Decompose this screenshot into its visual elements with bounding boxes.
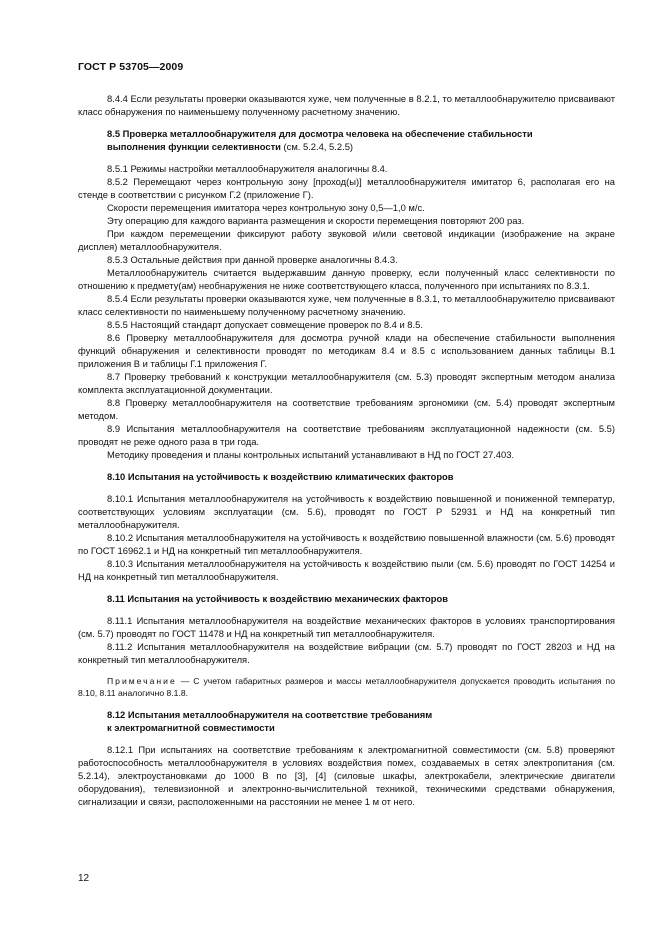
paragraph-8-4-4: 8.4.4 Если результаты проверки оказываются хуже, чем полученные в 8.2.1, то металлообнаружителю присваивают класс обнаружения по наименьшему полученному расчетному значению. (78, 93, 615, 117)
heading-8-5 (78, 127, 615, 153)
heading-8-11: 8.11 Испытания на устойчивость к воздействию механических факторов (107, 593, 449, 604)
paragraph-8-8: 8.8 Проверку металлообнаружителя на соответствие требованиям эргономики (см. 5.4) проводят экспертным методом. (78, 397, 615, 421)
paragraph-8-9: 8.9 Испытания металлообнаружителя на соответствие требованиям эксплуатационной надежности (см. 5.5) проводят не реже одного раза в три года. (78, 423, 615, 447)
heading-8-12-line1: 8.12 Испытания металлообнаружителя на соответствие требованиям (107, 709, 433, 720)
note-label: Примечание (107, 676, 177, 686)
heading-8-5-line1: 8.5 Проверка металлообнаружителя для досмотра человека на обеспечение стабильности (107, 128, 533, 139)
paragraph-8-6: 8.6 Проверку металлообнаружителя для досмотра ручной клади на обеспечение стабильности выполнения функций обнаружения и селективности проводят по методикам 8.4 и 8.5 с использованием данных таблицы В.1 приложения В и таблицы Г.1 приложения Г. (78, 332, 615, 369)
paragraph-8-5-2: 8.5.2 Перемещают через контрольную зону [проход(ы)] металлообнаружителя имитатор 6, располагая его на стенде в соответствии с рисунком Г.2 (приложение Г). (78, 176, 615, 200)
heading-8-10: 8.10 Испытания на устойчивость к воздействию климатических факторов (107, 471, 454, 482)
paragraph-8-5-4: 8.5.4 Если результаты проверки оказываются хуже, чем полученные в 8.3.1, то металлообнаружителю присваивают класс селективности по наименьшему полученному расчетному значению. (78, 293, 615, 317)
heading-8-5-ref: (см. 5.2.4, 5.2.5) (280, 141, 354, 152)
page-number: 12 (78, 873, 90, 884)
paragraph-8-7: 8.7 Проверку требований к конструкции металлообнаружителя (см. 5.3) проводят экспертным методом анализа комплекта эксплуатационной документации. (78, 371, 615, 395)
paragraph-8-9-method: Методику проведения и планы контрольных испытаний устанавливают в НД по ГОСТ 27.403. (107, 449, 515, 460)
document-body (78, 92, 615, 808)
heading-8-12 (78, 708, 615, 734)
paragraph-8-10-2: 8.10.2 Испытания металлообнаружителя на устойчивость к воздействию повышенной влажности (см. 5.6) проводят по ГОСТ 16962.1 и НД на конкретный тип металлообнаружителя. (78, 532, 615, 556)
paragraph-8-11-1: 8.11.1 Испытания металлообнаружителя на воздействие механических факторов в условиях транспортирования (см. 5.7) проводят по ГОСТ 11478 и НД на конкретный тип металлообнаружителя. (78, 615, 615, 639)
paragraph-8-5-3: 8.5.3 Остальные действия при данной проверке аналогичны 8.4.3. (107, 254, 398, 265)
paragraph-8-5-3-criteria: Металлообнаружитель считается выдержавшим данную проверку, если полученный класс селективности по отношению к предмету(ам) необнаружения не ниже соответствующего класса, полученного при испытаниях по 8.3.1. (78, 267, 615, 291)
paragraph-8-5-2-indication: При каждом перемещении фиксируют работу звуковой и/или световой индикации (изображение на экране дисплея) металлообнаружителя. (78, 228, 615, 252)
paragraph-8-12-1: 8.12.1 При испытаниях на соответствие требованиям к электромагнитной совместимости (см. 5.8) проверяют работоспособность металлообнаружителя в условиях воздействия помех, создаваемых в сетях электропитания (см. 5.2.14), электроустановками до 1000 В по [3], [4] (силовые шкафы, электрокабели, электрические двигатели оборудования), телевизионной и электронно-вычислительной техникой, техническими средствами обнаружения, сигнализации и связи, расположенными на расстоянии не менее 1 м от него. (78, 744, 615, 807)
heading-8-5-line2: выполнения функции селективности (107, 141, 281, 152)
paragraph-8-5-2-speed: Скорости перемещения имитатора через контрольную зону 0,5—1,0 м/с. (107, 202, 425, 213)
note (78, 675, 615, 699)
paragraph-8-5-5: 8.5.5 Настоящий стандарт допускает совмещение проверок по 8.4 и 8.5. (107, 319, 423, 330)
paragraph-8-11-2: 8.11.2 Испытания металлообнаружителя на воздействие вибрации (см. 5.7) проводят по ГОСТ 28203 и НД на конкретный тип металлообнаружителя. (78, 641, 615, 665)
heading-8-12-line2: к электромагнитной совместимости (107, 722, 275, 733)
note-text: — С учетом габаритных размеров и массы металлообнаружителя допускается проводить испытания по 8.10, 8.11 аналогично 8.1.8. (78, 676, 615, 698)
paragraph-8-10-1: 8.10.1 Испытания металлообнаружителя на устойчивость к воздействию повышенной и пониженной температур, соответствующих условиям эксплуатации (см. 5.6), проводят по ГОСТ Р 52931 и НД на конкретный тип металлообнаружителя. (78, 493, 615, 530)
paragraph-8-5-2-repeat: Эту операцию для каждого варианта размещения и скорости перемещения повторяют 200 раз. (107, 215, 525, 226)
paragraph-8-10-3: 8.10.3 Испытания металлообнаружителя на устойчивость к воздействию пыли (см. 5.6) проводят по ГОСТ 14254 и НД на конкретный тип металлообнаружителя. (78, 558, 615, 582)
document-header: ГОСТ Р 53705—2009 (78, 61, 184, 73)
paragraph-8-5-1: 8.5.1 Режимы настройки металлообнаружителя аналогичны 8.4. (107, 163, 388, 174)
